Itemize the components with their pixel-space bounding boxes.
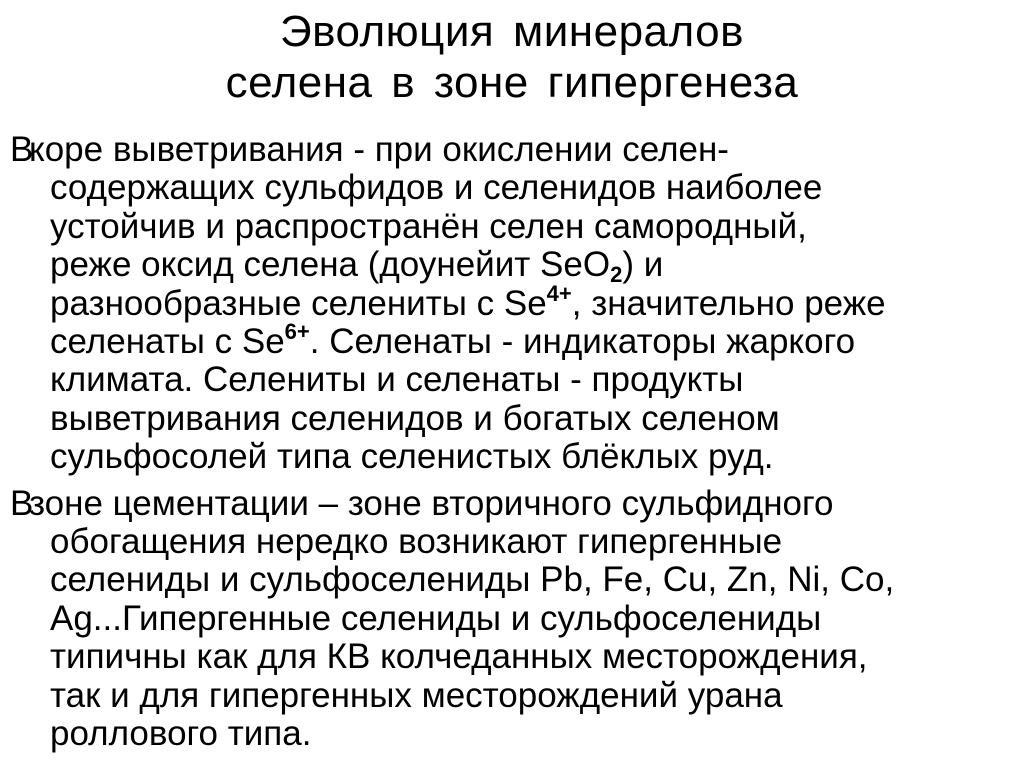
text-line: обогащения нередко возникают гипергенные [50,522,783,562]
text-line: селениды и сульфоселениды Pb, Fe, Cu, Zn, Ni, Co, [50,560,895,600]
text-fragment: зоне цементации – зоне вторичного сульфидного [29,483,834,523]
text-fragment: реже оксид селена (доунейит SeO [50,245,611,285]
title-line-1: Эволюция минералов [279,7,745,56]
text-line: устойчив и распространён селен самородный, [50,206,807,246]
superscript: 4+ [546,280,572,306]
text-line: типичны как для КВ колчеданных месторождения, [50,637,868,677]
text-fragment: коре выветривания - при окислении селен- [29,130,729,169]
text-fragment: ) и [622,245,664,285]
text-line [50,280,1018,323]
superscript: 6+ [284,319,310,345]
bullet-list [10,131,1018,754]
title-line-2: селена в зоне гипергенеза [225,58,799,107]
text-fragment: разнообразные селениты с Se [50,283,547,323]
paragraph-marker: В [10,130,34,169]
paragraph-cementation-zone [10,485,1018,754]
text-line [50,245,1018,288]
text-fragment: . Селенаты - индикаторы жаркого [309,322,856,362]
slide-title [0,6,1024,108]
text-line: содержащих сульфидов и селенидов наиболее [50,168,823,208]
text-fragment: , значительно реже [571,283,886,323]
text-line: Ag...Гипергенные селениды и сульфоселениды [50,598,822,638]
paragraph-marker: В [10,483,34,523]
text-line: выветривания селенидов и богатых селеном [50,398,780,438]
text-line [10,131,1018,169]
text-line [10,485,1018,523]
text-line: так и для гипергенных месторождений урана [50,675,783,715]
text-line: сульфосолей типа селенистых блёклых руд. [50,437,774,477]
text-fragment: селенаты с Se [50,322,285,362]
subscript: 2 [610,262,623,288]
paragraph-weathering-crust [10,131,1018,477]
text-line: климата. Селениты и селенаты - продукты [50,360,744,400]
text-line: роллового типа. [50,714,312,754]
text-line [50,319,1018,362]
